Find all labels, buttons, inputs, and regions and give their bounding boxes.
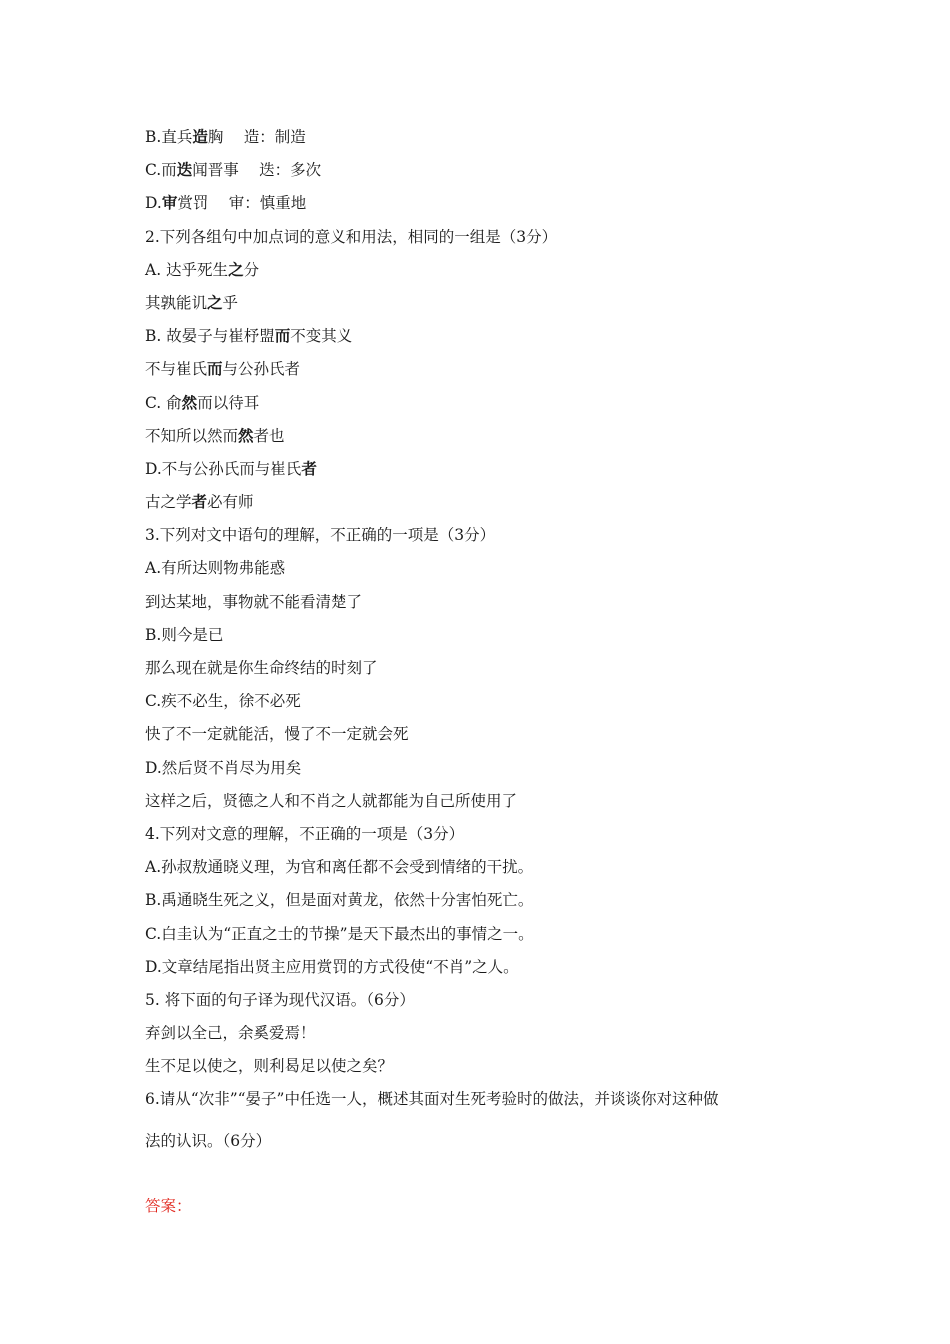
- emphasized-word: 之: [207, 293, 223, 312]
- emphasized-word: 者: [191, 493, 208, 512]
- text-line: [145, 954, 825, 987]
- text-line: [145, 423, 825, 456]
- text-line: [145, 456, 825, 489]
- text-segment: 3.下列对文中语句的理解，不正确的一项是（3分）: [145, 526, 496, 545]
- text-segment: B. 故晏子与崔杼盟: [145, 327, 275, 346]
- text-line: [145, 655, 825, 688]
- text-segment: 而以待耳: [197, 393, 260, 412]
- emphasized-word: 迭: [176, 161, 193, 180]
- text-segment: A.孙叔敖通晓义理，为官和离任都不会受到情绪的干扰。: [145, 858, 534, 877]
- text-segment: 弃剑以全己，余奚爱焉！: [145, 1024, 316, 1043]
- text-segment: D.然后贤不肖尽为用矣: [145, 758, 302, 777]
- emphasized-word: 审: [161, 194, 178, 213]
- text-segment: 不知所以然而: [145, 426, 239, 445]
- text-line: [145, 489, 825, 522]
- text-segment: B.直兵: [145, 128, 193, 146]
- text-segment: D.不与公孙氏而与崔氏: [145, 459, 302, 478]
- text-segment: 不变其义: [290, 327, 353, 346]
- text-line: [145, 323, 825, 356]
- text-segment: C.疾不必生，徐不必死: [145, 692, 301, 711]
- text-segment: 与公孙氏者: [222, 360, 301, 379]
- text-segment: 赏罚 审：慎重地: [177, 194, 307, 213]
- text-segment: 这样之后，贤德之人和不肖之人就都能为自己所使用了: [145, 791, 518, 810]
- text-line: [145, 987, 825, 1020]
- text-segment: C.而: [145, 161, 177, 180]
- text-segment: 乎: [222, 293, 239, 312]
- emphasized-word: 造: [192, 128, 208, 146]
- text-segment: 分: [243, 260, 260, 279]
- text-line: [145, 290, 825, 323]
- text-line: [145, 589, 825, 622]
- text-line: [145, 921, 825, 954]
- text-line: [145, 755, 825, 788]
- text-segment: 胸 造：制造: [207, 128, 306, 146]
- text-segment: 6.请从“次非”“晏子”中任选一人，概述其面对生死考验时的做法，并谈谈你对这种做: [145, 1090, 719, 1109]
- text-segment: A.有所达则物弗能惑: [145, 559, 286, 578]
- text-segment: C. 俞: [145, 393, 182, 412]
- text-line: [145, 224, 825, 257]
- text-line: [145, 522, 825, 555]
- text-segment: C.白圭认为“正直之士的节操”是天下最杰出的事情之一。: [145, 924, 534, 943]
- emphasized-word: 而: [207, 360, 223, 379]
- text-line: [145, 1020, 825, 1053]
- text-segment: 法的认识。（6分）: [145, 1132, 272, 1151]
- text-segment: 到达某地，事物就不能看清楚了: [145, 592, 363, 611]
- text-segment: B.则今是已: [145, 625, 224, 644]
- text-segment: 必有师: [207, 493, 254, 512]
- text-segment: A. 达乎死生: [145, 260, 229, 279]
- text-segment: 5. 将下面的句子译为现代汉语。（6分）: [145, 990, 415, 1009]
- text-segment: 闻晋事 迭：多次: [192, 161, 322, 180]
- emphasized-word: 者: [301, 459, 317, 478]
- text-segment: D.文章结尾指出贤主应用赏罚的方式役使“不肖”之人。: [145, 957, 519, 976]
- text-line: [145, 854, 825, 887]
- text-line: [145, 622, 825, 655]
- text-line: [145, 887, 825, 920]
- text-segment: 2.下列各组句中加点词的意义和用法，相同的一组是（3分）: [145, 227, 558, 246]
- text-segment: 4.下列对文意的理解，不正确的一项是（3分）: [145, 824, 465, 843]
- text-line: [145, 124, 825, 157]
- emphasized-word: 然: [238, 426, 254, 445]
- text-segment: 不与崔氏: [145, 360, 208, 379]
- text-line: [145, 257, 825, 290]
- text-line: [145, 1086, 825, 1128]
- text-segment: 生不足以使之，则利曷足以使之矣？: [145, 1057, 394, 1076]
- text-line: [145, 356, 825, 389]
- text-line: [145, 555, 825, 588]
- text-line: [145, 1128, 825, 1161]
- question-text-block: [145, 124, 825, 1162]
- text-line: [145, 821, 825, 854]
- text-segment: D.: [145, 194, 162, 213]
- text-line: [145, 721, 825, 754]
- text-segment: 古之学: [145, 493, 192, 512]
- text-line: [145, 190, 825, 223]
- text-line: [145, 157, 825, 190]
- text-segment: 快了不一定就能活，慢了不一定就会死: [145, 725, 409, 744]
- text-line: [145, 688, 825, 721]
- text-line: [145, 1053, 825, 1086]
- emphasized-word: 而: [274, 327, 291, 346]
- text-line: [145, 390, 825, 423]
- emphasized-word: 之: [228, 260, 244, 279]
- text-segment: 其孰能讥: [145, 293, 208, 312]
- answer-heading: 答案：: [145, 1197, 192, 1215]
- text-segment: B.禹通晓生死之义，但是面对黄龙，依然十分害怕死亡。: [145, 891, 534, 910]
- text-line: [145, 788, 825, 821]
- text-segment: 那么现在就是你生命终结的时刻了: [145, 659, 378, 677]
- text-segment: 者也: [253, 426, 285, 445]
- emphasized-word: 然: [181, 393, 198, 412]
